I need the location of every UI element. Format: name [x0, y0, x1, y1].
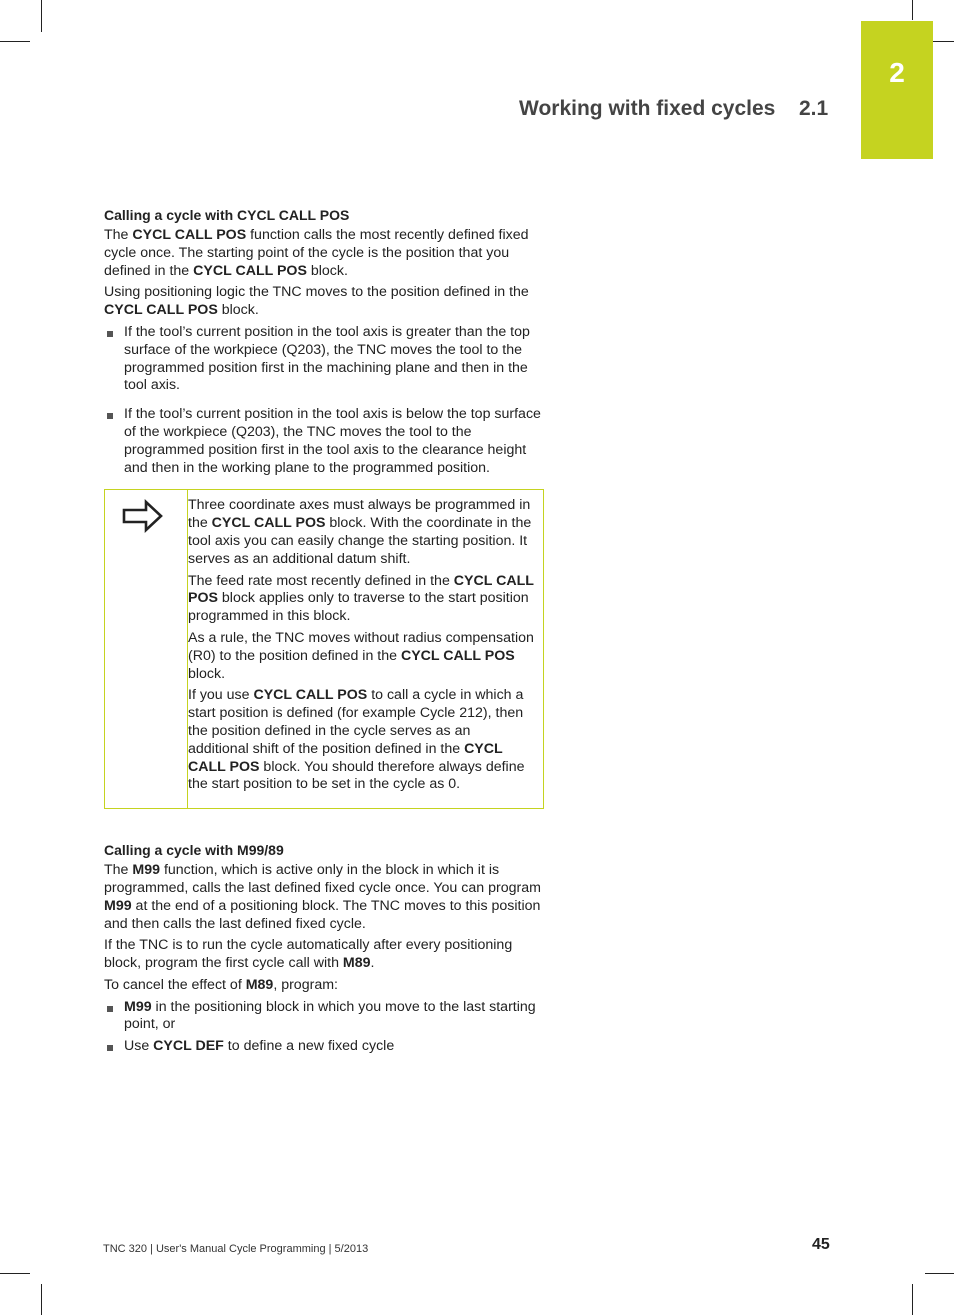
note-paragraph: If you use CYCL CALL POS to call a cycle in which a start position is defined (for example Cycle 212), then the position defined in the cycle serves as an additional shift of the position defined in the CYCL CALL POS block. You should therefore always define the start position to be set in the cycle as 0. [188, 687, 525, 793]
crop-mark [0, 1273, 30, 1274]
page-number: 45 [812, 1236, 830, 1253]
section-heading: Calling a cycle with M99/89 [104, 842, 284, 859]
paragraph: If the TNC is to run the cycle automatically after every positioning block, program the first cycle call with M89. [104, 937, 513, 972]
bullet-list [104, 324, 544, 477]
list-item: If the tool’s current position in the tool axis is below the top surface of the workpiece (Q203), the TNC moves the tool to the programmed position first in the tool axis to the clearance height and then in the working plane to the programmed position. [104, 406, 544, 477]
paragraph: The M99 function, which is active only in the block in which it is programmed, calls the last defined fixed cycle once. You can program M99 at the end of a positioning block. The TNC moves to this position and then calls the last defined fixed cycle. [104, 862, 541, 932]
arrow-right-icon [122, 499, 164, 533]
paragraph: To cancel the effect of M89, program: [104, 976, 338, 993]
main-content [104, 206, 544, 1066]
crop-mark [912, 0, 913, 20]
paragraph: The CYCL CALL POS function calls the most recently defined fixed cycle once. The starting point of the cycle is the position that you defined in the CYCL CALL POS block. [104, 227, 529, 279]
list-item: If the tool’s current position in the tool axis is greater than the top surface of the workpiece (Q203), the TNC moves the tool to the programmed position first in the machining plane and then in the tool axis. [104, 324, 544, 395]
chapter-tab [861, 21, 933, 159]
bullet-list [104, 999, 544, 1056]
crop-mark [912, 1284, 913, 1315]
page-header-section: 2.1 [799, 97, 829, 120]
crop-mark [925, 1273, 954, 1274]
note-paragraph: The feed rate most recently defined in the CYCL CALL POS block applies only to traverse to the start position programmed in this block. [188, 572, 534, 625]
chapter-number: 2 [889, 57, 905, 88]
footer-text: TNC 320 | User's Manual Cycle Programming | 5/2013 [103, 1243, 369, 1255]
list-item: M99 in the positioning block in which you move to the last starting point, or [104, 999, 544, 1035]
crop-mark [41, 1284, 42, 1315]
section-heading: Calling a cycle with CYCL CALL POS [104, 207, 350, 223]
note-box [104, 489, 544, 809]
paragraph: Using positioning logic the TNC moves to the position defined in the CYCL CALL POS block. [104, 284, 529, 319]
note-icon-cell [105, 490, 188, 808]
crop-mark [0, 41, 30, 42]
crop-mark [41, 0, 42, 32]
note-text [188, 490, 542, 808]
list-item: Use CYCL DEF to define a new fixed cycle [104, 1038, 544, 1056]
note-paragraph: As a rule, the TNC moves without radius compensation (R0) to the position defined in the CYCL CALL POS block. [188, 629, 534, 682]
note-paragraph: Three coordinate axes must always be programmed in the CYCL CALL POS block. With the coordinate in the tool axis you can easily change the starting position. It serves as an additional datum shift. [188, 497, 532, 567]
page-header-title: Working with fixed cycles [519, 97, 776, 120]
